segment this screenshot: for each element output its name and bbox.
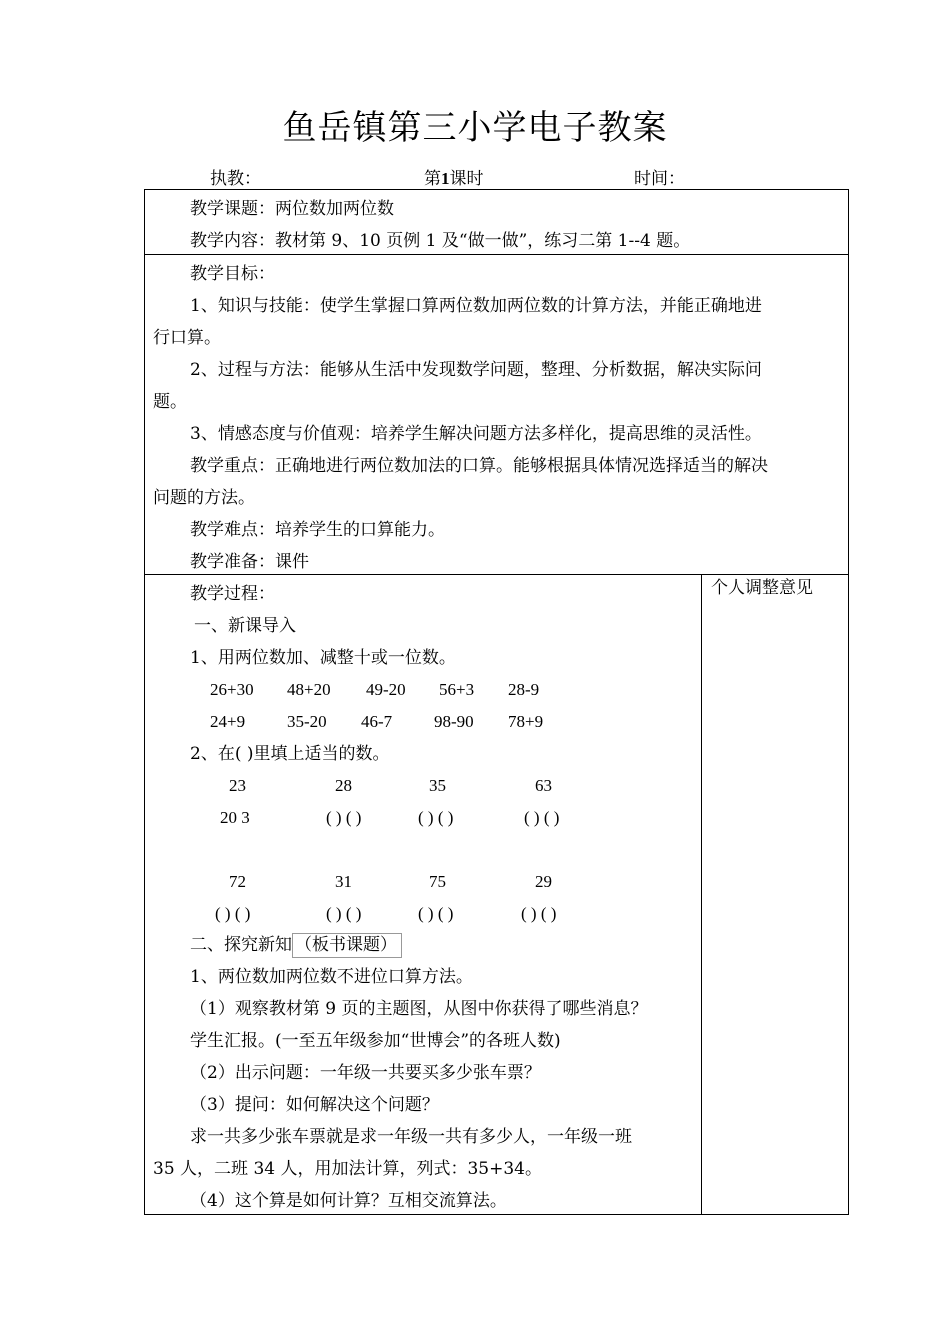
step-5: （3）提问：如何解决这个问题？ [190,1095,439,1115]
split-parts: ( ) ( ) [418,904,454,923]
step-1: 1、两位数加两位数不进位口算方法。 [190,967,473,987]
split-parts: ( ) ( ) [326,904,362,923]
key-point-cont: 问题的方法。 [153,488,255,508]
exercise-item: 48+20 [287,680,331,699]
exercise-item: 24+9 [210,712,246,731]
whole-number: 72 [229,872,246,891]
column-divider [701,574,702,1215]
difficulty: 教学难点：培养学生的口算能力。 [190,520,445,540]
whole-number: 29 [535,872,552,891]
whole-number: 75 [429,872,446,891]
side-header: 个人调整意见 [711,578,813,598]
whole-number: 28 [335,776,352,795]
exercise-item: 35-20 [287,712,327,731]
task-1: 1、用两位数加、减整十或一位数。 [190,648,456,668]
split-parts: ( ) ( ) [418,808,454,827]
whole-number: 63 [535,776,552,795]
row-divider [144,574,849,575]
lesson-number: 第1课时 [424,169,484,189]
page-title: 鱼岳镇第三小学电子教案 [282,108,668,148]
split-parts: ( ) ( ) [521,904,557,923]
row-divider [144,254,849,255]
part-2-title: 二、探究新知 （板书课题） [190,934,402,956]
split-parts: ( ) ( ) [524,808,560,827]
goal-3: 3、情感态度与价值观：培养学生解决问题方法多样化，提高思维的灵活性。 [190,424,762,444]
step-2: （1）观察教材第 9 页的主题图，从图中你获得了哪些消息？ [190,999,648,1019]
exercise-item: 49-20 [366,680,406,699]
part-1-title: 一、新课导入 [194,616,296,636]
board-note-box: （板书课题） [292,933,402,958]
goal-2-cont: 题。 [153,392,187,412]
process-title: 教学过程： [190,584,275,604]
goal-1-cont: 行口算。 [153,328,221,348]
key-point: 教学重点：正确地进行两位数加法的口算。能够根据具体情况选择适当的解决 [190,456,768,476]
step-3: 学生汇报。(一至五年级参加“世博会”的各班人数) [190,1031,561,1051]
preparation: 教学准备：课件 [190,552,309,572]
whole-number: 31 [335,872,352,891]
split-parts: ( ) ( ) [326,808,362,827]
step-4: （2）出示问题：一年级一共要买多少张车票？ [190,1063,541,1083]
exercise-item: 56+3 [439,680,475,699]
split-parts: 20 3 [220,808,250,827]
whole-number: 23 [229,776,246,795]
exercise-item: 26+30 [210,680,254,699]
goals-title: 教学目标： [190,264,275,284]
exercise-item: 98-90 [434,712,474,731]
goal-2: 2、过程与方法：能够从生活中发现数学问题，整理、分析数据，解决实际问 [190,360,762,380]
whole-number: 35 [429,776,446,795]
step-6-cont: 35 人，二班 34 人，用加法计算，列式：35+34。 [153,1159,542,1179]
lesson-topic: 教学课题：两位数加两位数 [190,199,394,219]
step-7: （4）这个算是如何计算？互相交流算法。 [190,1191,507,1211]
exercise-item: 28-9 [508,680,540,699]
split-parts: ( ) ( ) [215,904,251,923]
lesson-content: 教学内容：教材第 9、10 页例 1 及“做一做”，练习二第 1--4 题。 [190,231,691,251]
time-label: 时间： [634,169,685,189]
exercise-item: 78+9 [508,712,544,731]
teacher-label: 执教： [210,169,261,189]
task-2: 2、在( )里填上适当的数。 [190,744,390,764]
goal-1: 1、知识与技能：使学生掌握口算两位数加两位数的计算方法，并能正确地进 [190,296,762,316]
exercise-item: 46-7 [361,712,393,731]
step-6: 求一共多少张车票就是求一年级一共有多少人，一年级一班 [190,1127,632,1147]
